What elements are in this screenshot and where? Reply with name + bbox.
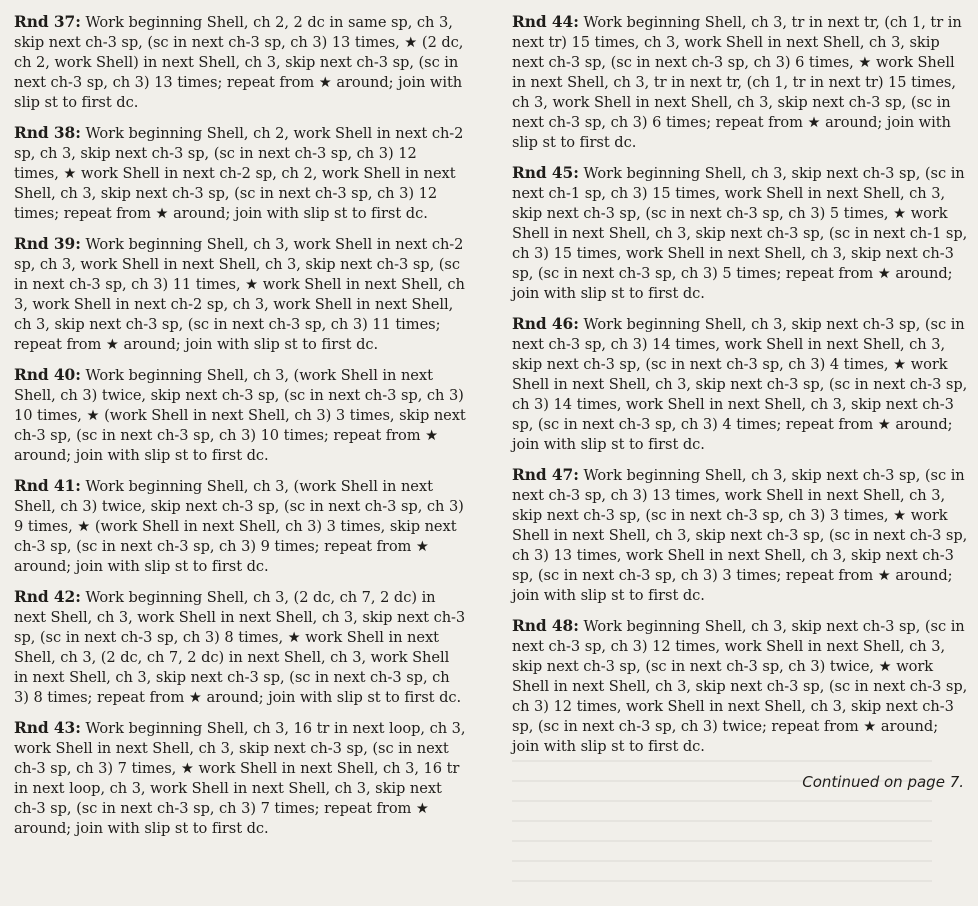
round-label: Rnd 46: xyxy=(512,315,579,333)
round-41 xyxy=(14,476,466,577)
round-47 xyxy=(512,465,968,606)
round-instructions: Work beginning Shell, ch 2, 2 dc in same sp, ch 3, skip next ch-3 sp, (sc in next ch-3 sp, ch 3) 13 times, ★ (2 dc, ch 2, work Shell) in next Shell, ch 3, skip next ch-3 sp, (sc in next ch-3 sp, ch 3) 13 times; repeat from ★ around; join with slip st to first dc. xyxy=(14,14,464,111)
round-label: Rnd 41: xyxy=(14,477,81,495)
round-instructions: Work beginning Shell, ch 3, skip next ch-3 sp, (sc in next ch-1 sp, ch 3) 15 times, work Shell in next Shell, ch 3, skip next ch-3 sp, (sc in next ch-3 sp, ch 3) 5 times, ★ work Shell in next Shell, ch 3, skip next ch-3 sp, (sc in next ch-1 sp, ch 3) 15 times, work Shell in next Shell, ch 3, skip next ch-3 sp, (sc in next ch-3 sp, ch 3) 5 times; repeat from ★ around; join with slip st to first dc. xyxy=(512,165,968,302)
round-instructions: Work beginning Shell, ch 3, work Shell in next ch-2 sp, ch 3, work Shell in next Shell, ch 3, skip next ch-3 sp, (sc in next ch-3 sp, ch 3) 11 times, ★ work Shell in next Shell, ch 3, work Shell in next ch-2 sp, ch 3, work Shell in next Shell, ch 3, skip next ch-3 sp, (sc in next ch-3 sp, ch 3) 11 times; repeat from ★ around; join with slip st to first dc. xyxy=(14,236,465,353)
round-38 xyxy=(14,123,466,224)
round-44 xyxy=(512,12,968,153)
round-46 xyxy=(512,314,968,455)
round-label: Rnd 45: xyxy=(512,164,579,182)
round-42 xyxy=(14,587,466,708)
round-label: Rnd 38: xyxy=(14,124,81,142)
round-label: Rnd 39: xyxy=(14,235,81,253)
round-label: Rnd 47: xyxy=(512,466,579,484)
round-40 xyxy=(14,365,466,466)
round-label: Rnd 48: xyxy=(512,617,579,635)
round-label: Rnd 40: xyxy=(14,366,81,384)
round-instructions: Work beginning Shell, ch 3, 16 tr in next loop, ch 3, work Shell in next Shell, ch 3, skip next ch-3 sp, (sc in next ch-3 sp, ch 3) 7 times, ★ work Shell in next Shell, ch 3, 16 tr in next loop, ch 3, work Shell in next Shell, ch 3, skip next ch-3 sp, (sc in next ch-3 sp, ch 3) 7 times; repeat from ★ around; join with slip st to first dc. xyxy=(14,720,466,837)
round-instructions: Work beginning Shell, ch 2, work Shell in next ch-2 sp, ch 3, skip next ch-3 sp, (sc in next ch-3 sp, ch 3) 12 times, ★ work Shell in next ch-2 sp, ch 2, work Shell in next Shell, ch 3, skip next ch-3 sp, (sc in next ch-3 sp, ch 3) 12 times; repeat from ★ around; join with slip st to first dc. xyxy=(14,125,464,222)
round-48 xyxy=(512,616,968,757)
round-label: Rnd 42: xyxy=(14,588,81,606)
show-through-texture xyxy=(512,760,932,900)
round-instructions: Work beginning Shell, ch 3, tr in next tr, (ch 1, tr in next tr) 15 times, ch 3, work Shell in next Shell, ch 3, skip next ch-3 sp, (sc in next ch-3 sp, ch 3) 6 times, ★ work Shell in next Shell, ch 3, tr in next tr, (ch 1, tr in next tr) 15 times, ch 3, work Shell in next Shell, ch 3, skip next ch-3 sp, (sc in next ch-3 sp, ch 3) 6 times; repeat from ★ around; join with slip st to first dc. xyxy=(512,14,962,151)
round-label: Rnd 44: xyxy=(512,13,579,31)
round-instructions: Work beginning Shell, ch 3, (2 dc, ch 7, 2 dc) in next Shell, ch 3, work Shell in next Shell, ch 3, skip next ch-3 sp, (sc in next ch-3 sp, ch 3) 8 times, ★ work Shell in next Shell, ch 3, (2 dc, ch 7, 2 dc) in next Shell, ch 3, work Shell in next Shell, ch 3, skip next ch-3 sp, (sc in next ch-3 sp, ch 3) 8 times; repeat from ★ around; join with slip st to first dc. xyxy=(14,589,466,706)
round-instructions: Work beginning Shell, ch 3, skip next ch-3 sp, (sc in next ch-3 sp, ch 3) 12 times, work Shell in next Shell, ch 3, skip next ch-3 sp, (sc in next ch-3 sp, ch 3) twice, ★ work Shell in next Shell, ch 3, skip next ch-3 sp, (sc in next ch-3 sp, ch 3) 12 times, work Shell in next Shell, ch 3, skip next ch-3 sp, (sc in next ch-3 sp, ch 3) twice; repeat from ★ around; join with slip st to first dc. xyxy=(512,618,968,755)
round-37 xyxy=(14,12,466,113)
round-instructions: Work beginning Shell, ch 3, (work Shell in next Shell, ch 3) twice, skip next ch-3 sp, (sc in next ch-3 sp, ch 3) 10 times, ★ (work Shell in next Shell, ch 3) 3 times, skip next ch-3 sp, (sc in next ch-3 sp, ch 3) 10 times; repeat from ★ around; join with slip st to first dc. xyxy=(14,367,466,464)
round-39 xyxy=(14,234,466,355)
round-instructions: Work beginning Shell, ch 3, skip next ch-3 sp, (sc in next ch-3 sp, ch 3) 14 times, work Shell in next Shell, ch 3, skip next ch-3 sp, (sc in next ch-3 sp, ch 3) 4 times, ★ work Shell in next Shell, ch 3, skip next ch-3 sp, (sc in next ch-3 sp, ch 3) 14 times, work Shell in next Shell, ch 3, skip next ch-3 sp, (sc in next ch-3 sp, ch 3) 4 times; repeat from ★ around; join with slip st to first dc. xyxy=(512,316,968,453)
right-column xyxy=(512,12,968,791)
continued-note: Continued on page 7. xyxy=(802,773,964,791)
left-column xyxy=(14,12,466,849)
round-label: Rnd 43: xyxy=(14,719,81,737)
round-45 xyxy=(512,163,968,304)
round-instructions: Work beginning Shell, ch 3, skip next ch-3 sp, (sc in next ch-3 sp, ch 3) 13 times, work Shell in next Shell, ch 3, skip next ch-3 sp, (sc in next ch-3 sp, ch 3) 3 times, ★ work Shell in next Shell, ch 3, skip next ch-3 sp, (sc in next ch-3 sp, ch 3) 13 times, work Shell in next Shell, ch 3, skip next ch-3 sp, (sc in next ch-3 sp, ch 3) 3 times; repeat from ★ around; join with slip st to first dc. xyxy=(512,467,968,604)
round-instructions: Work beginning Shell, ch 3, (work Shell in next Shell, ch 3) twice, skip next ch-3 sp, (sc in next ch-3 sp, ch 3) 9 times, ★ (work Shell in next Shell, ch 3) 3 times, skip next ch-3 sp, (sc in next ch-3 sp, ch 3) 9 times; repeat from ★ around; join with slip st to first dc. xyxy=(14,478,464,575)
round-43 xyxy=(14,718,466,839)
round-label: Rnd 37: xyxy=(14,13,81,31)
